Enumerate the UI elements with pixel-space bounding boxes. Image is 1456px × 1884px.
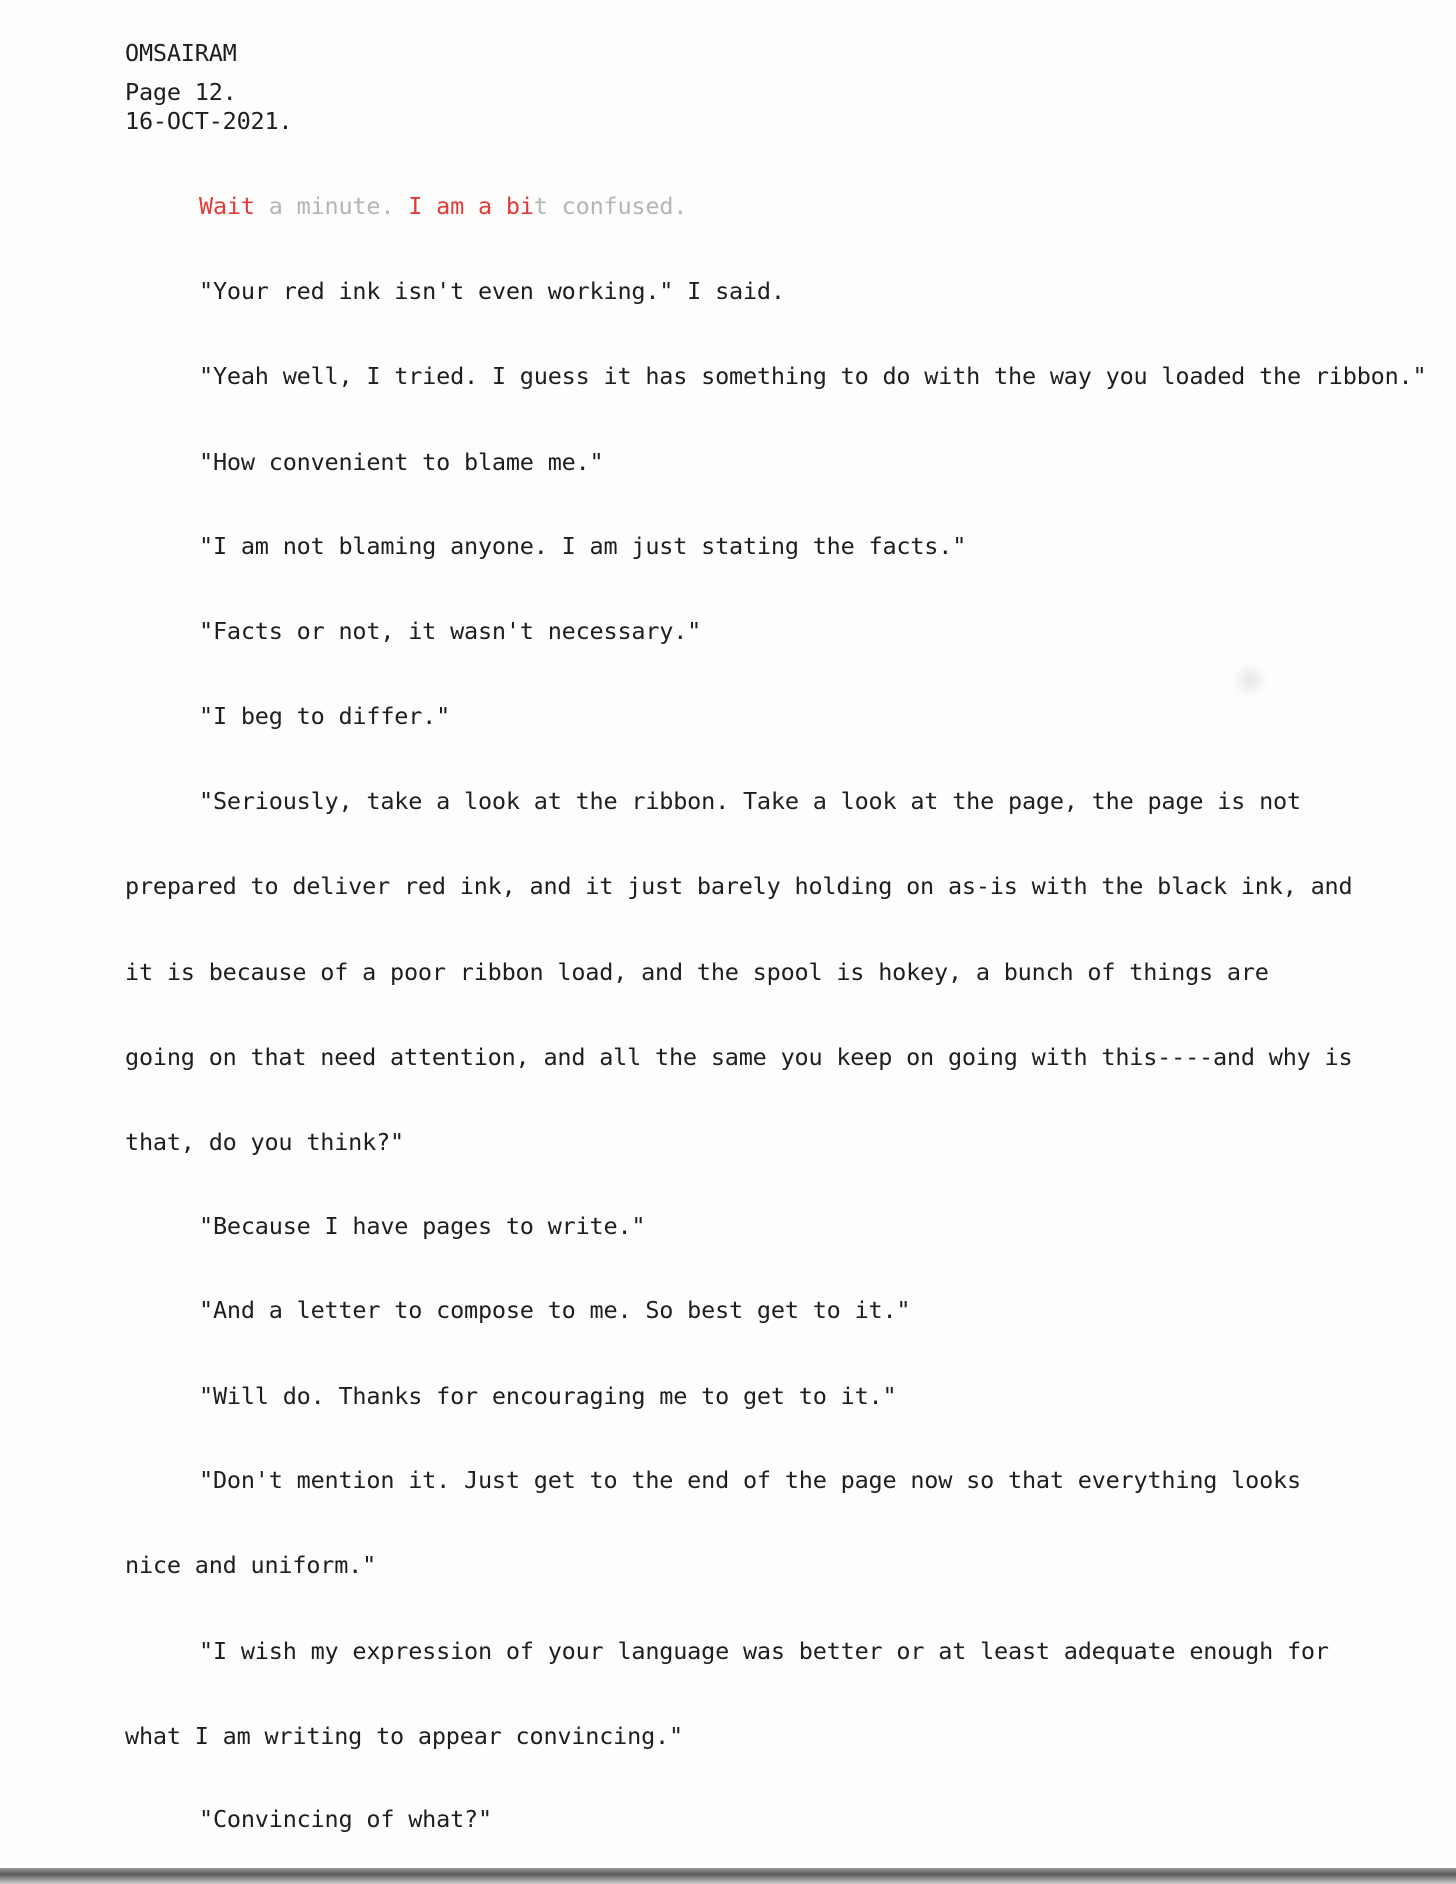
red-text: Wait (199, 192, 269, 220)
paragraph: "Will do. Thanks for encouraging me to get to it." (199, 1382, 897, 1410)
red-text: I am a bi (394, 192, 534, 220)
paragraph: "I am not blaming anyone. I am just stating the facts." (199, 532, 967, 560)
paragraph: "And a letter to compose to me. So best get to it." (199, 1296, 911, 1324)
paragraph: "Convincing of what?" (199, 1805, 492, 1833)
paragraph-red-ink (199, 191, 687, 221)
faded-text: a minute. (268, 192, 395, 220)
paragraph-line: what I am writing to appear convincing." (125, 1722, 683, 1750)
paragraph-line: that, do you think?" (125, 1128, 404, 1156)
paragraph: "I beg to differ." (199, 702, 451, 730)
paragraph: "Because I have pages to write." (199, 1212, 646, 1240)
paragraph: "Your red ink isn't even working." I said. (199, 277, 785, 305)
paragraph-line: nice and uniform." (125, 1551, 377, 1579)
faded-text: t confused. (533, 192, 688, 220)
page-date: 16-OCT-2021. (125, 107, 293, 135)
paragraph-line: "I wish my expression of your language was better or at least adequate enough for (199, 1637, 1329, 1665)
scanner-edge (0, 1868, 1456, 1884)
paragraph: "Facts or not, it wasn't necessary." (199, 617, 702, 645)
paragraph-line: prepared to deliver red ink, and it just barely holding on as-is with the black ink, and (125, 872, 1353, 900)
paragraph-line: "Seriously, take a look at the ribbon. Take a look at the page, the page is not (199, 787, 1301, 815)
page-number: Page 12. (125, 78, 237, 106)
header-title: OMSAIRAM (125, 39, 237, 67)
paragraph-line: "Don't mention it. Just get to the end of the page now so that everything looks (199, 1466, 1301, 1494)
paragraph-line: going on that need attention, and all the same you keep on going with this----and why is (125, 1043, 1353, 1071)
paragraph: "Yeah well, I tried. I guess it has something to do with the way you loaded the ribbon." (199, 362, 1427, 390)
paragraph-line: it is because of a poor ribbon load, and the spool is hokey, a bunch of things are (125, 958, 1269, 986)
paragraph: "How convenient to blame me." (199, 448, 604, 476)
ink-smudge (1230, 665, 1270, 695)
